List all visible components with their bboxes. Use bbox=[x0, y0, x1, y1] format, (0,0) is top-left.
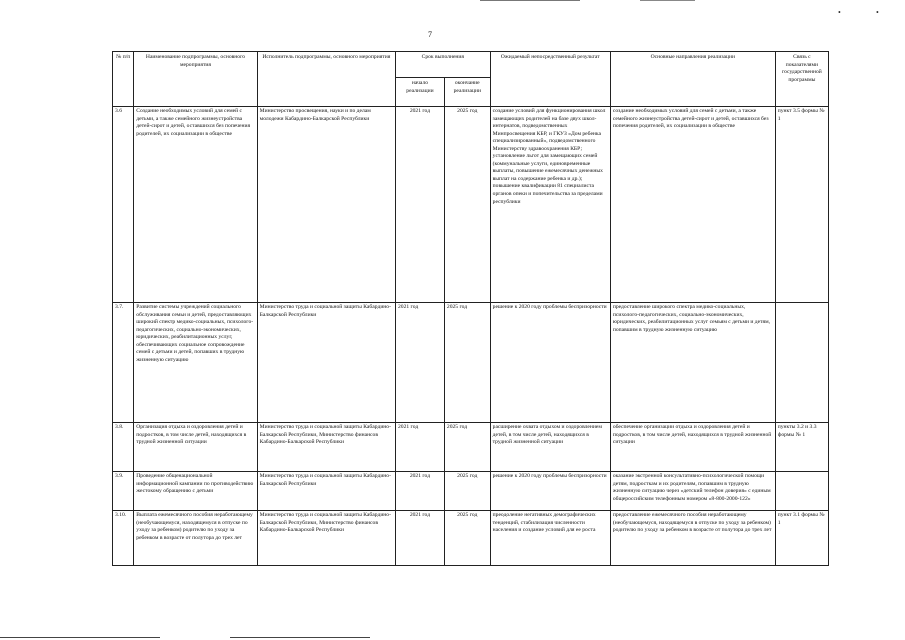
table-row bbox=[113, 303, 829, 423]
row-result: решение к 2020 году проблемы беспризорности bbox=[490, 472, 610, 511]
bottom-edge-rule bbox=[0, 637, 160, 638]
row-start: 2021 год bbox=[395, 472, 444, 511]
row-end: 2025 год bbox=[444, 511, 490, 566]
row-num: 3.6 bbox=[113, 107, 134, 303]
row-directions: оказание экстренной консультативно-психологической помощи детям, подросткам и их родителям, попавшим в трудную жизненную ситуацию через «детский телефон доверия» с единым общероссийским телефонным номером «8-800-2000-122» bbox=[610, 472, 775, 511]
row-num: 3.10. bbox=[113, 511, 134, 566]
row-result: преодоление негативных демографических тенденций, стабилизация численности населения и создание условий для ее роста bbox=[490, 511, 610, 566]
header-end: окончание реализации bbox=[444, 78, 490, 107]
row-link: пункт 3.1 формы № 1 bbox=[775, 511, 828, 566]
bottom-edge-rule bbox=[230, 637, 370, 638]
row-link: пункт 3.5 формы № 1 bbox=[775, 107, 828, 303]
row-directions: предоставление широкого спектра медико-социальных, психолого-педагогических, социально-экономических, юридических, реабилитационных услуг семьям с детьми и детям, попавшим в трудную жизненную ситуацию bbox=[610, 303, 775, 423]
row-name: Создание необходимых условий для семей с детьми, а также семейного жизнеустройства детей-сирот и детей, оставшихся без попечения родителей, их социализации в обществе bbox=[134, 107, 257, 303]
row-link: пункты 3.2 и 3.3 формы № 1 bbox=[775, 423, 828, 472]
row-name: Развитие системы учреждений социального обслуживания семьи и детей, предоставляющих широкий спектр медико-социальных, психолого-педагогических, социально-экономических, юридических, реабилитационных услуг, обеспечивающих социальное сопровождение семей с детьми и детей, попавших в трудную жизненную ситуацию bbox=[134, 303, 257, 423]
header-start: начало реализации bbox=[395, 78, 444, 107]
row-link bbox=[775, 303, 828, 423]
row-end: 2025 год bbox=[444, 472, 490, 511]
row-result: расширение охвата отдыхом и оздоровлением детей, в том числе детей, находящихся в трудной жизненной ситуации bbox=[490, 423, 610, 472]
row-end: 2025 год bbox=[444, 107, 490, 303]
header-row bbox=[113, 52, 829, 78]
header-result: Ожидаемый непосредственный результат bbox=[490, 52, 610, 107]
row-directions: обеспечение организации отдыха и оздоровления детей и подростков, в том числе детей, находящихся в трудной жизненной ситуации bbox=[610, 423, 775, 472]
row-executor: Министерство труда и социальной защиты Кабардино-Балкарской Республики bbox=[257, 303, 395, 423]
plan-table bbox=[112, 51, 829, 566]
header-period: Срок выполнения bbox=[395, 52, 490, 78]
table-row bbox=[113, 107, 829, 303]
row-end: 2025 год bbox=[444, 423, 490, 472]
top-edge-rule-right bbox=[640, 0, 695, 1]
row-directions: создание необходимых условий для семей с детьми, а также семейного жизнеустройства детей-сирот и детей, оставшихся без попечения родителей, их социализации в обществе bbox=[610, 107, 775, 303]
scan-mark: • bbox=[876, 8, 879, 17]
header-directions: Основные направления реализации bbox=[610, 52, 775, 107]
header-num: № п/п bbox=[113, 52, 134, 107]
table-row bbox=[113, 423, 829, 472]
table-row bbox=[113, 472, 829, 511]
row-name: Выплата ежемесячного пособия неработающему (необучающемуся, находящемуся в отпуске по уходу за ребенком) родителю по уходу за ребенком в возрасте от полутора до трех лет bbox=[134, 511, 257, 566]
row-result: создание условий для функционирования школ замещающих родителей на базе двух школ-интернатов, подведомственных Минпросвещения КБР, и ГКУЗ «Дом ребенка специализированный», подведомственного Министерству здравоохранения КБР; установление льгот для замещающих семей (коммунальные услуги, единовременные выплаты, повышение ежемесячных денежных выплат на содержание ребенка и др.); повышение квалификации 81 специалиста органов опеки и попечительства за пределами республики bbox=[490, 107, 610, 303]
top-edge-rule bbox=[480, 0, 580, 1]
table-row bbox=[113, 511, 829, 566]
page-number: 7 bbox=[428, 30, 432, 39]
row-name: Проведение общенациональной информационной кампании по противодействию жестокому обращению с детьми bbox=[134, 472, 257, 511]
row-num: 3.9. bbox=[113, 472, 134, 511]
row-result: решение к 2020 году проблемы беспризорности bbox=[490, 303, 610, 423]
row-num: 3.8. bbox=[113, 423, 134, 472]
row-executor: Министерство труда и социальной защиты Кабардино-Балкарской Республики, Министерство финансов Кабардино-Балкарской Республики bbox=[257, 511, 395, 566]
row-name: Организация отдыха и оздоровления детей и подростков, в том числе детей, находящихся в трудной жизненной ситуации bbox=[134, 423, 257, 472]
row-executor: Министерство просвещения, науки и по делам молодежи Кабардино-Балкарской Республики bbox=[257, 107, 395, 303]
row-num: 3.7. bbox=[113, 303, 134, 423]
row-executor: Министерство труда и социальной защиты Кабардино-Балкарской Республики bbox=[257, 472, 395, 511]
row-start: 2021 год bbox=[395, 107, 444, 303]
row-directions: предоставление ежемесячного пособия неработающему (необучающемуся, находящемуся в отпуске по уходу за ребенком) родителю по уходу за ребенком в возрасте от полутора до трех лет bbox=[610, 511, 775, 566]
header-link: Связь с показателями государственной программы bbox=[775, 52, 828, 107]
header-executor: Исполнитель подпрограммы, основного мероприятия bbox=[257, 52, 395, 107]
row-start: 2021 год bbox=[395, 423, 444, 472]
row-start: 2021 год bbox=[395, 511, 444, 566]
row-end: 2025 год bbox=[444, 303, 490, 423]
scan-mark: • bbox=[838, 8, 841, 17]
row-executor: Министерство труда и социальной защиты Кабардино-Балкарской Республики, Министерство финансов Кабардино-Балкарской Республики bbox=[257, 423, 395, 472]
row-link bbox=[775, 472, 828, 511]
row-start: 2021 год bbox=[395, 303, 444, 423]
header-name: Наименование подпрограммы, основного мероприятия bbox=[134, 52, 257, 107]
